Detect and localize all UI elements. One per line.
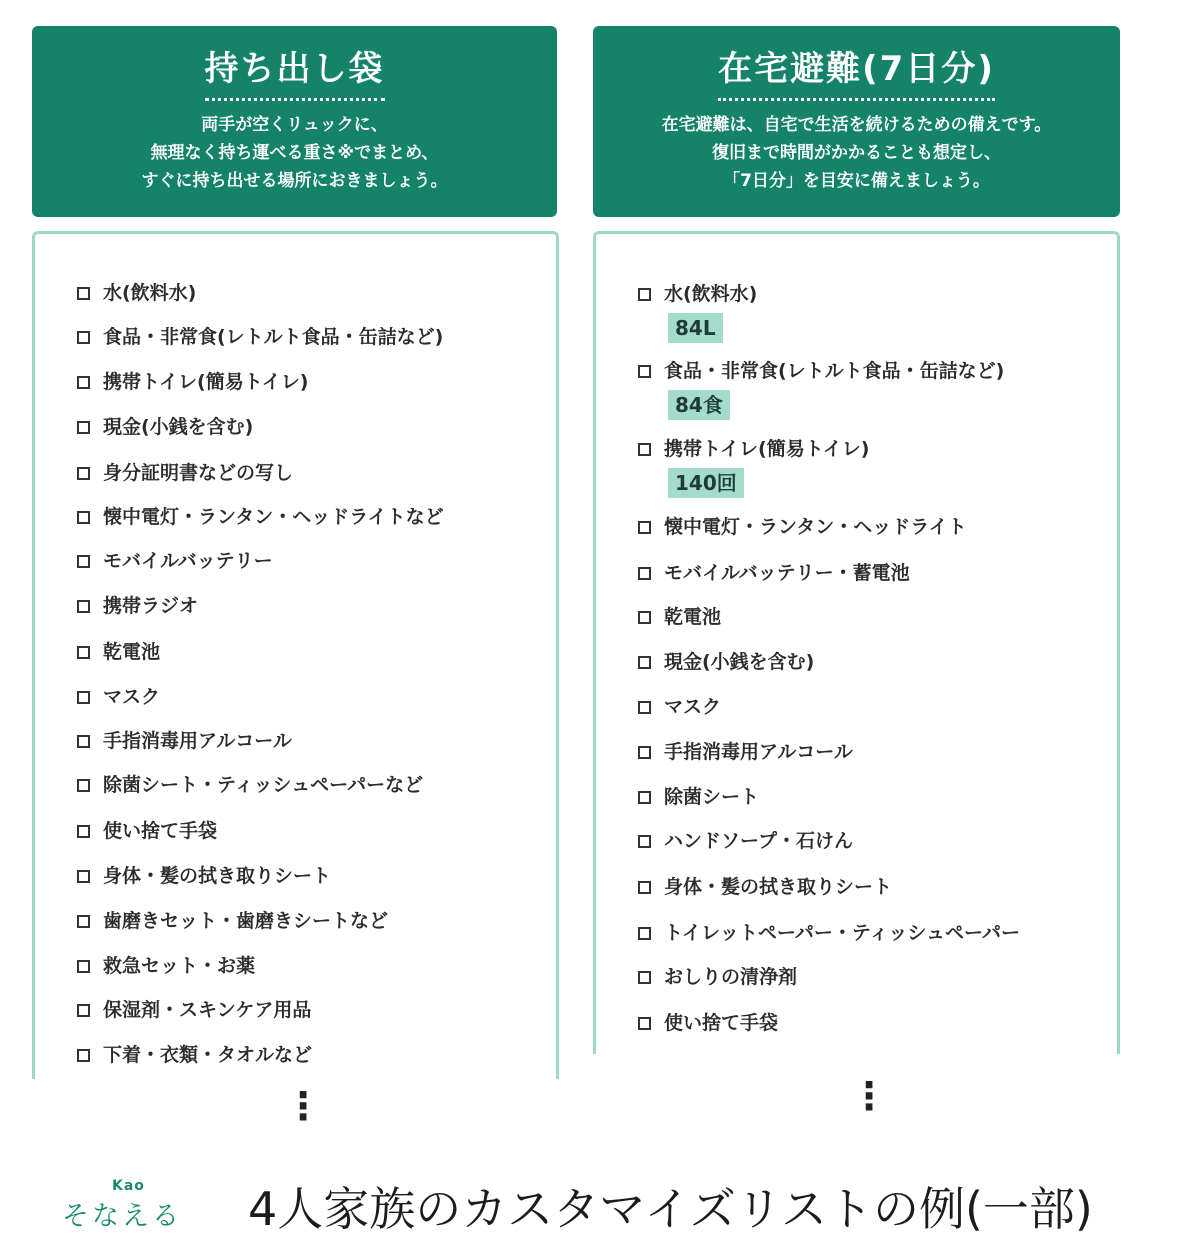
left-header-description	[32, 111, 557, 195]
checklist-item[interactable]	[77, 324, 443, 350]
item-label: 食品・非常食(レトルト食品・缶詰など)	[664, 360, 1005, 382]
left-desc-line: 両手が空くリュックに、	[201, 115, 388, 135]
checkbox-icon[interactable]	[638, 791, 651, 804]
item-label: 手指消毒用アルコール	[664, 741, 853, 763]
checkbox-icon[interactable]	[77, 511, 90, 524]
checklist-item[interactable]	[638, 604, 721, 630]
checkbox-icon[interactable]	[638, 656, 651, 669]
item-label: マスク	[664, 696, 722, 718]
checklist-item[interactable]	[638, 739, 853, 765]
checklist-item[interactable]	[77, 639, 160, 665]
quantity-badge: 84L	[668, 313, 723, 343]
item-label: 手指消毒用アルコール	[103, 730, 292, 752]
item-label: 水(飲料水)	[664, 283, 758, 305]
quantity-badge: 84食	[668, 390, 730, 420]
kao-brand-mark: Kao	[112, 1178, 145, 1194]
checkbox-icon[interactable]	[77, 467, 90, 480]
checklist-item[interactable]	[638, 920, 1020, 946]
item-label: 携帯ラジオ	[103, 595, 199, 617]
checkbox-icon[interactable]	[77, 825, 90, 838]
checkbox-icon[interactable]	[77, 691, 90, 704]
checkbox-icon[interactable]	[638, 746, 651, 759]
checklist-item[interactable]	[638, 560, 910, 586]
checkbox-icon[interactable]	[77, 555, 90, 568]
checkbox-icon[interactable]	[638, 835, 651, 848]
checklist-item[interactable]	[77, 369, 308, 395]
checklist-item[interactable]	[77, 1042, 312, 1068]
checklist-item[interactable]	[77, 728, 292, 754]
item-label: 身分証明書などの写し	[103, 462, 294, 484]
item-label: 懐中電灯・ランタン・ヘッドライトなど	[103, 506, 444, 528]
item-label: 懐中電灯・ランタン・ヘッドライト	[664, 516, 967, 538]
item-label: 身体・髪の拭き取りシート	[664, 876, 893, 898]
checkbox-icon[interactable]	[77, 600, 90, 613]
item-label: モバイルバッテリー・蓄電池	[664, 562, 910, 584]
checkbox-icon[interactable]	[77, 960, 90, 973]
checkbox-icon[interactable]	[638, 567, 651, 580]
checklist-item[interactable]	[638, 514, 967, 540]
item-label: 携帯トイレ(簡易トイレ)	[103, 371, 309, 393]
item-label: 保湿剤・スキンケア用品	[103, 999, 312, 1021]
right-header	[593, 26, 1120, 217]
checkbox-icon[interactable]	[638, 443, 651, 456]
checklist-item[interactable]	[638, 964, 797, 990]
checklist-item[interactable]	[77, 908, 388, 934]
checklist-item[interactable]	[638, 649, 814, 675]
checkbox-icon[interactable]	[638, 611, 651, 624]
checklist-item[interactable]	[77, 280, 196, 306]
checklist-item[interactable]	[77, 593, 198, 619]
item-label: 乾電池	[664, 606, 722, 628]
right-continuation-mark: ⋮	[850, 1074, 888, 1118]
item-label: ハンドソープ・石けん	[664, 830, 854, 852]
item-label: 除菌シート・ティッシュペーパーなど	[103, 774, 424, 796]
left-checklist-panel	[32, 231, 559, 1079]
figure-caption: 4人家族のカスタマイズリストの例(一部)	[248, 1182, 1093, 1236]
right-desc-line: 在宅避難は、自宅で生活を続けるための備えです。	[661, 115, 1052, 135]
right-desc-line: 「7日分」を目安に備えましょう。	[723, 171, 990, 191]
left-desc-line: すぐに持ち出せる場所におきましょう。	[141, 171, 448, 191]
right-header-description	[593, 111, 1120, 195]
item-label: 乾電池	[103, 641, 161, 663]
checklist-item[interactable]	[77, 460, 293, 486]
right-checklist-panel	[593, 231, 1120, 1054]
checkbox-icon[interactable]	[638, 1017, 651, 1030]
checkbox-icon[interactable]	[638, 365, 651, 378]
checklist-item[interactable]	[77, 414, 253, 440]
left-header-title: 持ち出し袋	[205, 46, 385, 101]
checkbox-icon[interactable]	[77, 1049, 90, 1062]
item-label: 身体・髪の拭き取りシート	[103, 865, 332, 887]
checklist-item[interactable]	[77, 684, 160, 710]
checkbox-icon[interactable]	[638, 971, 651, 984]
checklist-item[interactable]	[77, 504, 444, 530]
item-label: 下着・衣類・タオルなど	[103, 1044, 313, 1066]
quantity-badge: 140回	[668, 468, 744, 498]
item-label: 現金(小銭を含む)	[664, 651, 815, 673]
checklist-item[interactable]	[638, 358, 1004, 420]
checklist-item[interactable]	[77, 953, 255, 979]
sonaeru-wordmark: そなえる	[62, 1201, 182, 1232]
checklist-item[interactable]	[638, 694, 721, 720]
checklist-item[interactable]	[77, 548, 273, 574]
checkbox-icon[interactable]	[77, 915, 90, 928]
item-label: トイレットペーパー・ティッシュペーパー	[664, 922, 1021, 944]
checkbox-icon[interactable]	[77, 376, 90, 389]
checkbox-icon[interactable]	[77, 735, 90, 748]
checkbox-icon[interactable]	[638, 881, 651, 894]
kao-sonaeru-logo	[62, 1176, 222, 1236]
left-desc-line: 無理なく持ち運べる重さ※でまとめ、	[150, 143, 439, 163]
item-label: モバイルバッテリー	[103, 550, 273, 572]
item-label: マスク	[103, 686, 161, 708]
checkbox-icon[interactable]	[77, 331, 90, 344]
item-label: 食品・非常食(レトルト食品・缶詰など)	[103, 326, 444, 348]
checklist-item[interactable]	[638, 281, 757, 343]
item-label: 現金(小銭を含む)	[103, 416, 254, 438]
item-label: おしりの清浄剤	[664, 966, 798, 988]
checkbox-icon[interactable]	[638, 521, 651, 534]
item-label: 携帯トイレ(簡易トイレ)	[664, 438, 870, 460]
item-label: 救急セット・お薬	[103, 955, 256, 977]
item-label: 除菌シート	[664, 786, 760, 808]
right-header-title: 在宅避難(7日分)	[718, 46, 995, 101]
checkbox-icon[interactable]	[77, 287, 90, 300]
right-desc-line: 復旧まで時間がかかることも想定し、	[712, 143, 1001, 163]
left-header	[32, 26, 557, 217]
item-label: 使い捨て手袋	[664, 1012, 779, 1034]
checkbox-icon[interactable]	[77, 421, 90, 434]
checkbox-icon[interactable]	[77, 646, 90, 659]
left-continuation-mark: ⋮	[284, 1084, 322, 1128]
item-label: 水(飲料水)	[103, 282, 197, 304]
item-label: 使い捨て手袋	[103, 820, 218, 842]
checklist-item[interactable]	[77, 997, 311, 1023]
item-label: 歯磨きセット・歯磨きシートなど	[103, 910, 389, 932]
checkbox-icon[interactable]	[638, 288, 651, 301]
checkbox-icon[interactable]	[77, 779, 90, 792]
checklist-item[interactable]	[638, 436, 869, 498]
checklist-item[interactable]	[77, 818, 217, 844]
checklist-item[interactable]	[77, 772, 423, 798]
checklist-item[interactable]	[638, 784, 759, 810]
checklist-item[interactable]	[638, 828, 853, 854]
checklist-item[interactable]	[77, 863, 331, 889]
checkbox-icon[interactable]	[77, 870, 90, 883]
checkbox-icon[interactable]	[638, 927, 651, 940]
checkbox-icon[interactable]	[77, 1004, 90, 1017]
checklist-item[interactable]	[638, 1010, 778, 1036]
checkbox-icon[interactable]	[638, 701, 651, 714]
checklist-item[interactable]	[638, 874, 892, 900]
